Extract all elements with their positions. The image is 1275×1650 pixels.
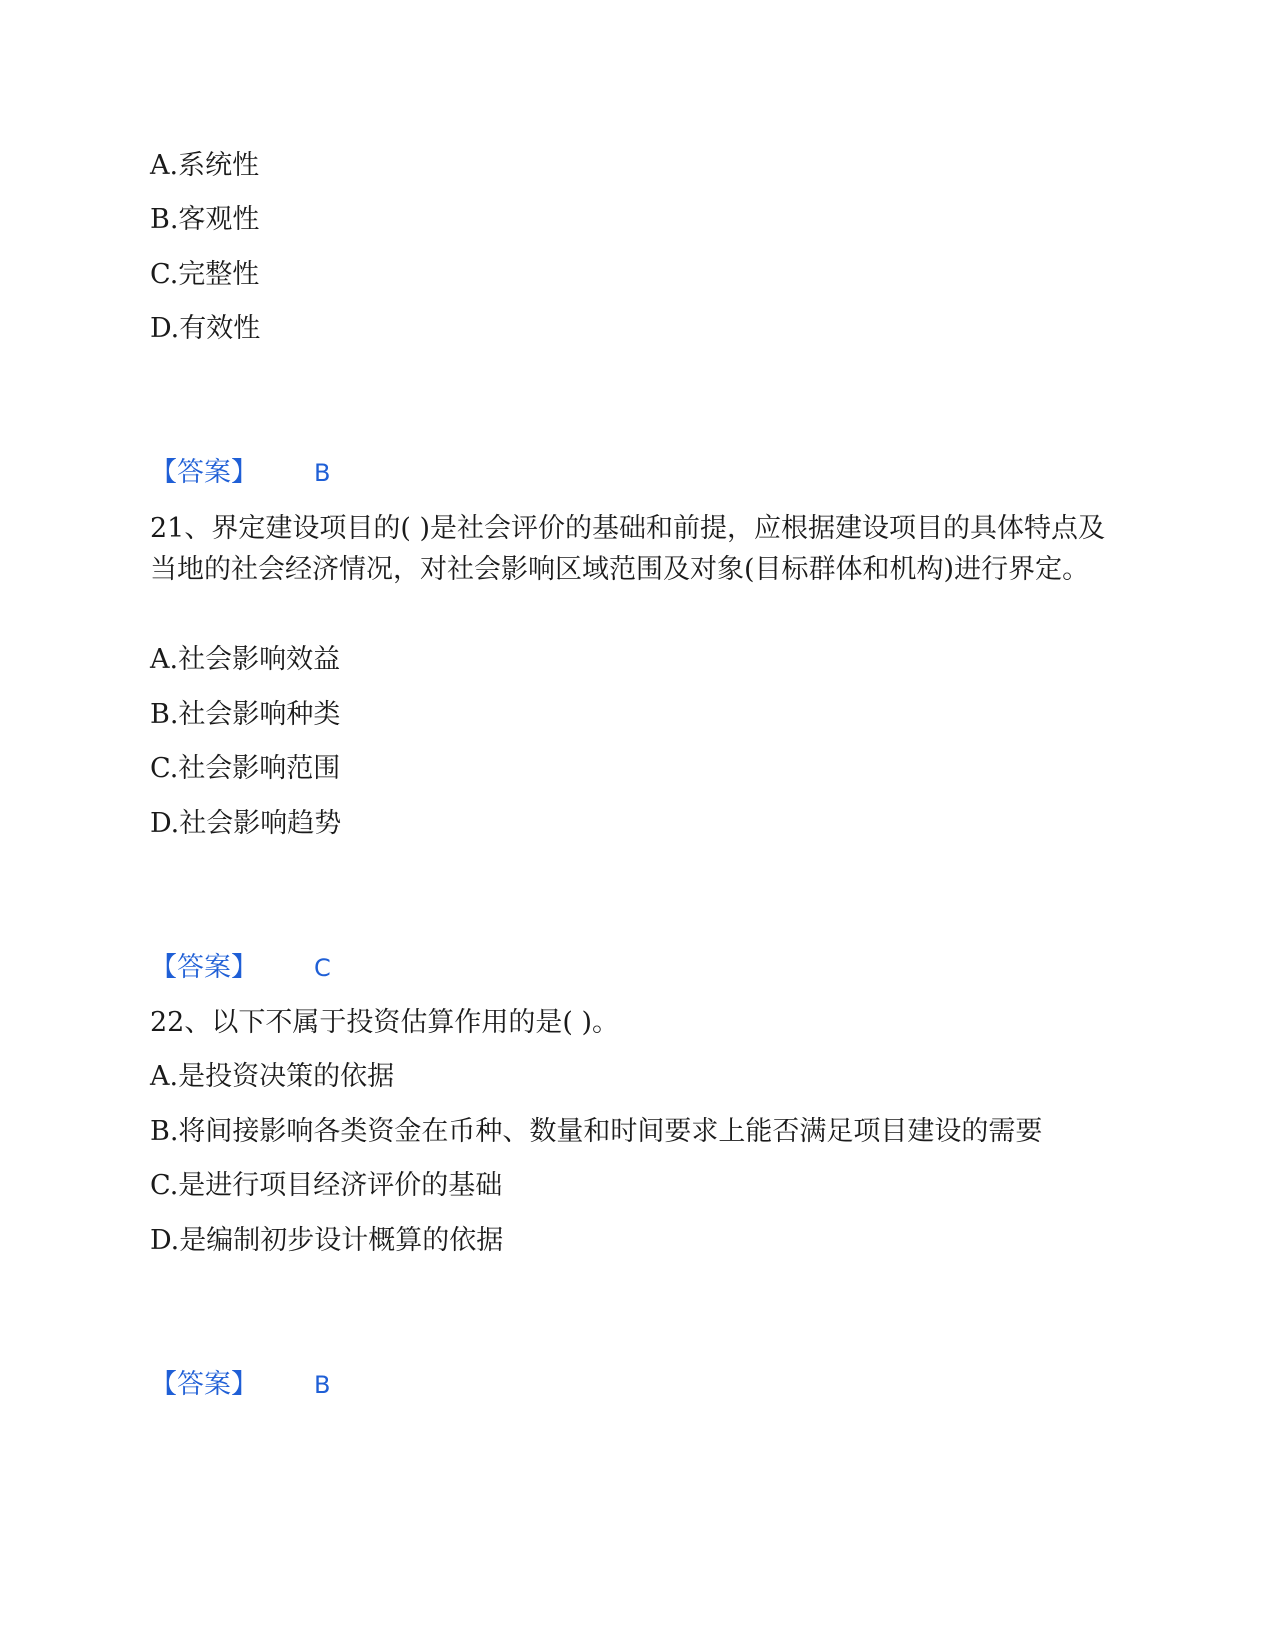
question-text: 21、界定建设项目的( )是社会评价的基础和前提，应根据建设项目的具体特点及当地的社会经济情况，对社会影响区域范围及对象(目标群体和机构)进行界定。: [150, 513, 1106, 585]
answer-label: 【答案】: [150, 1369, 258, 1400]
option-d: D.是编制初步设计概算的依据: [150, 1225, 504, 1256]
option-a: A.社会影响效益: [150, 644, 341, 675]
answer-label: 【答案】: [150, 457, 258, 488]
option-c: C.是进行项目经济评价的基础: [150, 1170, 503, 1201]
option-c: C.社会影响范围: [150, 753, 341, 784]
option-a: A.系统性: [150, 150, 260, 181]
option-a: A.是投资决策的依据: [150, 1061, 395, 1092]
option-d: D.有效性: [150, 313, 261, 344]
option-b: B.将间接影响各类资金在币种、数量和时间要求上能否满足项目建设的需要: [150, 1116, 1043, 1147]
question-text: 22、以下不属于投资估算作用的是( )。: [150, 1007, 620, 1038]
option-c: C.完整性: [150, 259, 260, 290]
answer-label: 【答案】: [150, 952, 258, 983]
answer-value: B: [314, 459, 331, 487]
answer-line: [150, 453, 330, 493]
option-d: D.社会影响趋势: [150, 808, 342, 839]
answer-value: B: [314, 1371, 331, 1399]
answer-value: C: [314, 954, 331, 982]
answer-line: [150, 948, 331, 988]
option-b: B.客观性: [150, 204, 260, 235]
option-b: B.社会影响种类: [150, 699, 341, 730]
answer-line: [150, 1365, 330, 1405]
